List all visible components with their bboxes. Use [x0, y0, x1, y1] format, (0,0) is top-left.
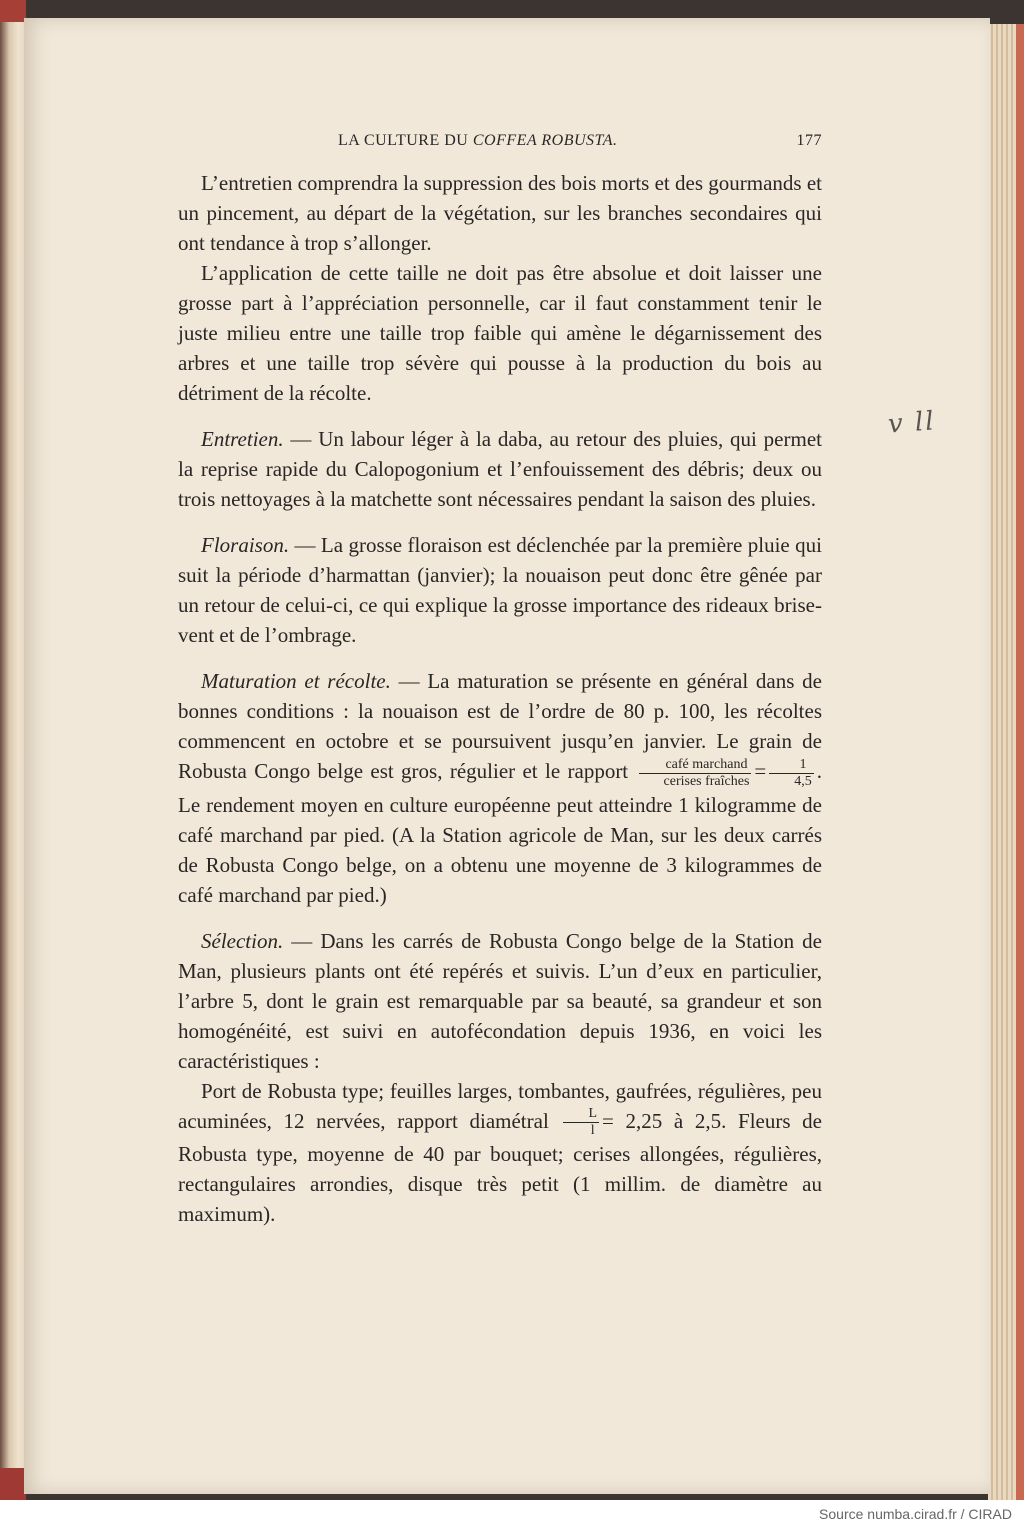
fraction-cafe-cerises [639, 757, 752, 790]
fraction-diametral-numerator: L [563, 1106, 599, 1123]
fraction-ratio-numerator: 1 [769, 757, 814, 774]
floraison-text: — La grosse floraison est déclenchée par la première pluie qui suit la période d’harmattan (janvier); la nouaison peut donc être gênée par un retour de celui-ci, ce qui explique la grosse importance des rideaux brise-vent et de l’ombrage. [178, 533, 822, 647]
fraction-diametral-denominator: l [590, 1123, 595, 1139]
left-book-edge [0, 0, 26, 1500]
port-text-after: = 2,25 à 2,5. Fleurs de Robusta type, moyenne de 40 par bouquet; cerises allongées, régulières, rectangulaires arrondies, disque très petit (1 millim. de diamètre au maximum). [178, 1108, 823, 1227]
fraction-equals: = [754, 759, 767, 783]
paragraph-application-taille: L’application de cette taille ne doit pas être absolue et doit laisser une grosse part à l’appréciation personnelle, car il faut constamment tenir le juste milieu entre une taille trop faible qui amène le dégarnissement des arbres et une taille trop sévère qui pousse à la production du bois au détriment de la récolte. [178, 261, 822, 405]
footer-bar [0, 1500, 1024, 1531]
running-head-title [338, 126, 618, 156]
left-edge-red-top [0, 0, 26, 22]
paragraph-port [178, 1076, 822, 1230]
selection-lead: Sélection. [201, 928, 284, 953]
fraction-diametral [563, 1106, 599, 1139]
right-edge-red-strip [1016, 24, 1024, 1500]
fraction-ratio-denominator: 4,5 [794, 773, 812, 789]
entretien-lead: Entretien. [201, 427, 284, 451]
fraction-cafe-numerator: café marchand [639, 757, 752, 774]
pencil-margin-note: v ll [887, 406, 937, 440]
running-head-title-italic: COFFEA ROBUSTA. [472, 132, 618, 149]
port-text-before: Port de Robusta type; feuilles larges, tombantes, gaufrées, régulières, peu acuminées, 12 nervées, rapport diamétral [178, 1078, 822, 1133]
paragraph-maturation [178, 666, 822, 910]
paragraph-entretien-taille: L’entretien comprendra la suppression des bois morts et des gourmands et un pincement, au départ de la végétation, sur les branches secondaires qui ont tendance à trop s’allonger. [178, 171, 822, 255]
fraction-cafe-denominator: cerises fraîches [663, 773, 750, 789]
running-head [178, 126, 822, 154]
left-edge-red-bottom [0, 1468, 26, 1500]
text-column [178, 126, 822, 1229]
floraison-lead: Floraison. [201, 533, 290, 557]
selection-text: — Dans les carrés de Robusta Congo belge de la Station de Man, plusieurs plants ont été repérés et suivis. L’un d’eux en particulier, l’arbre 5, dont le grain est remarquable par sa beauté, sa grandeur et son homogénéité, est suivi en autofécondation depuis 1936, en voici les caractéristiques : [178, 928, 822, 1073]
maturation-lead: Maturation et récolte. [201, 669, 391, 693]
right-page-edges [988, 24, 1024, 1500]
fraction-ratio [769, 757, 814, 790]
paragraph-entretien [178, 424, 822, 514]
running-head-title-roman: LA CULTURE DU [338, 132, 473, 149]
maturation-text-after: . Le rendement moyen en culture européenne peut atteindre 1 kilogramme de café marchand par pied. (A la Station agricole de Man, sur les deux carrés de Robusta Congo belge, on a obtenu une moyenne de 3 kilogrammes de café marchand par pied.) [178, 759, 823, 907]
paragraph-selection [178, 926, 822, 1076]
entretien-text: — Un labour léger à la daba, au retour des pluies, qui permet la reprise rapide du Calopogonium et l’enfouissement des débris; deux ou trois nettoyages à la matchette sont nécessaires pendant la saison des pluies. [178, 427, 822, 511]
maturation-text-before: — La maturation se présente en général dans de bonnes conditions : la nouaison est de l’ordre de 80 p. 100, les récoltes commencent en octobre et se poursuivent jusqu’en janvier. Le grain de Robusta Congo belge est gros, régulier et le rapport [178, 669, 822, 783]
source-credit: Source numba.cirad.fr / CIRAD [819, 1506, 1012, 1522]
paragraph-floraison [178, 530, 822, 650]
page-number: 177 [796, 132, 822, 149]
